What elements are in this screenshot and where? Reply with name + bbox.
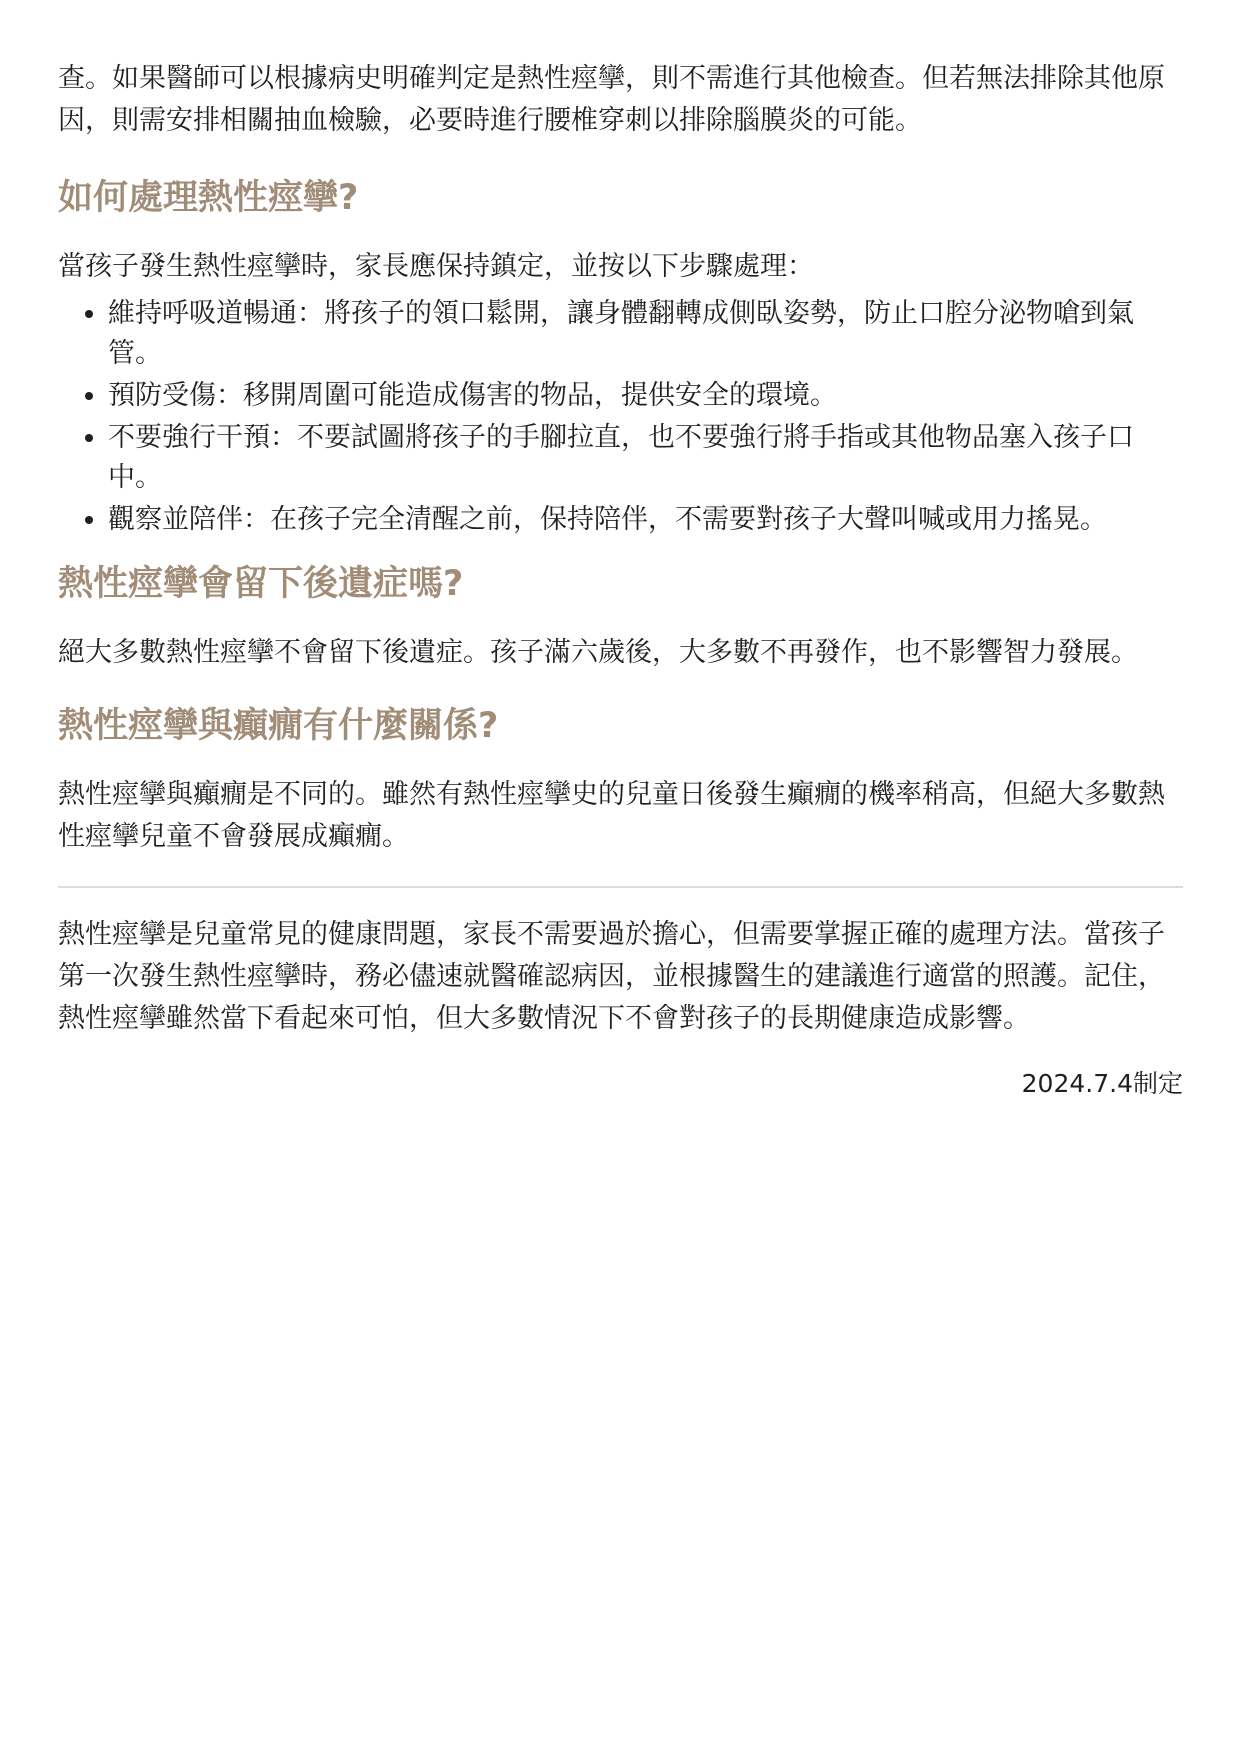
handling-step-airway: • 維持呼吸道暢通：將孩子的領口鬆開，讓身體翻轉成側臥姿勢，防止口腔分泌物嗆到氣管。 — [108, 294, 1183, 374]
heading-handling: 如何處理熱性痙攣? — [58, 178, 359, 218]
handling-step-observe: • 觀察並陪伴：在孩子完全清醒之前，保持陪伴，不需要對孩子大聲叫喊或用力搖晃。 — [108, 500, 1183, 540]
epilepsy-paragraph: 熱性痙攣與癲癇是不同的。雖然有熱性痙攣史的兒童日後發生癲癇的機率稍高，但絕大多數熱性痙攣兒童不會發展成癲癇。 — [58, 779, 1165, 852]
sequelae-paragraph: 絕大多數熱性痙攣不會留下後遺症。孩子滿六歲後，大多數不再發作，也不影響智力發展。 — [58, 637, 1138, 668]
handling-steps-list — [58, 294, 1183, 540]
heading-epilepsy: 熱性痙攣與癲癇有什麼關係? — [58, 706, 499, 746]
document-date: 2024.7.4制定 — [1021, 1069, 1183, 1098]
handling-lead: 當孩子發生熱性痙攣時，家長應保持鎮定，並按以下步驟處理： — [58, 251, 814, 282]
heading-sequelae: 熱性痙攣會留下後遺症嗎? — [58, 564, 464, 604]
handling-step-no-intervention: • 不要強行干預：不要試圖將孩子的手腳拉直，也不要強行將手指或其他物品塞入孩子口中。 — [108, 418, 1183, 498]
handling-step-prevent-injury: • 預防受傷：移開周圍可能造成傷害的物品，提供安全的環境。 — [108, 376, 1183, 416]
section-divider — [58, 886, 1183, 888]
summary-paragraph: 熱性痙攣是兒童常見的健康問題，家長不需要過於擔心，但需要掌握正確的處理方法。當孩子第一次發生熱性痙攣時，務必儘速就醫確認病因，並根據醫生的建議進行適當的照護。記住，熱性痙攣雖然當下看起來可怕，但大多數情況下不會對孩子的長期健康造成影響。 — [58, 919, 1165, 1034]
intro-paragraph: 查。如果醫師可以根據病史明確判定是熱性痙攣，則不需進行其他檢查。但若無法排除其他原因，則需安排相關抽血檢驗，必要時進行腰椎穿刺以排除腦膜炎的可能。 — [58, 63, 1165, 136]
